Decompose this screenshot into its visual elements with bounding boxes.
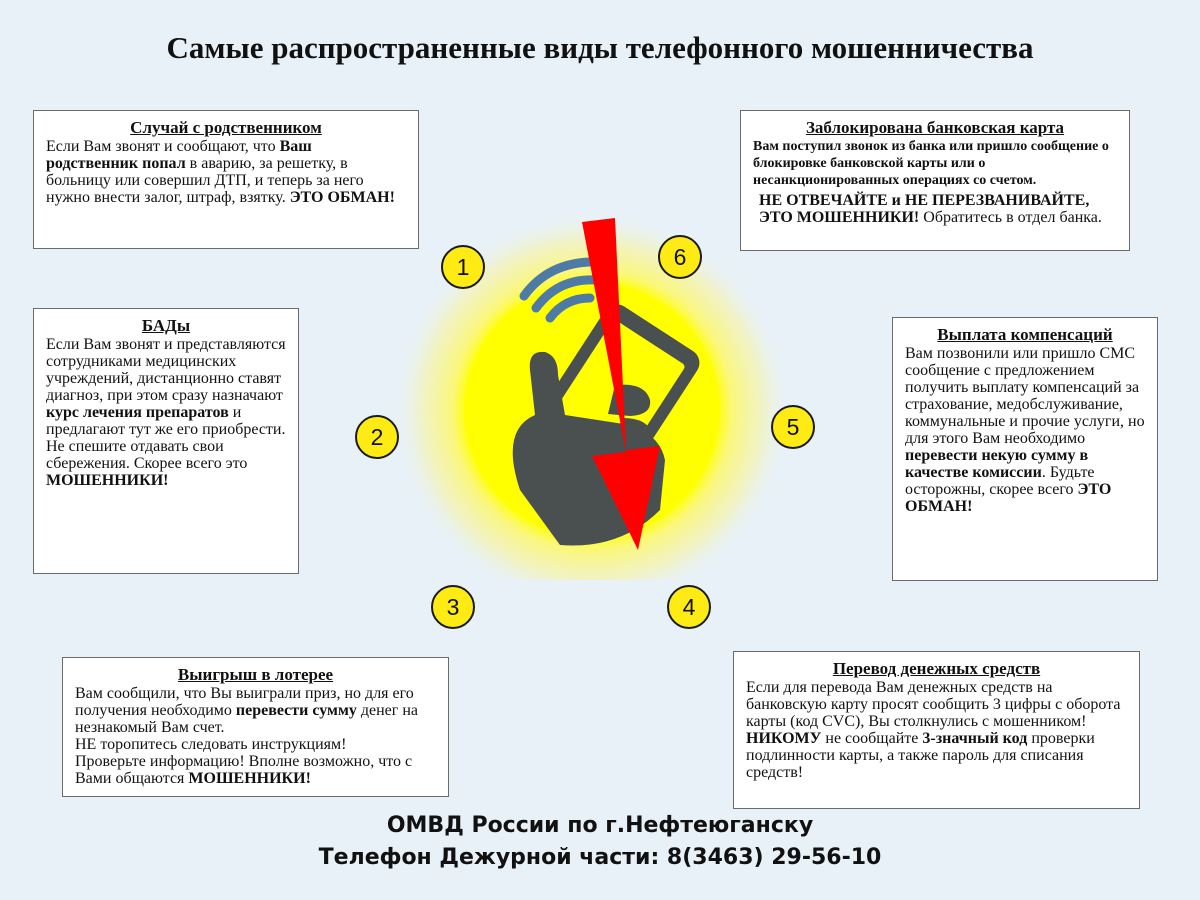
card-supplements: [33, 308, 299, 574]
footer-phone: Телефон Дежурной части: 8(3463) 29-56-10: [318, 845, 882, 870]
card-money-transfer: [733, 651, 1140, 809]
card-heading: Выигрыш в лотерее: [177, 665, 334, 684]
number-badge-6: 6: [658, 235, 702, 279]
card-lottery: [62, 657, 449, 797]
card-relative: [33, 110, 419, 249]
phone-illustration: [360, 210, 820, 580]
card-heading: Заблокирована банковская карта: [805, 118, 1065, 137]
card-heading: Случай с родственником: [130, 118, 322, 137]
card-heading: БАДы: [141, 316, 191, 335]
card-compensation: [892, 317, 1158, 581]
page-title: Самые распространенные виды телефонного мошенничества: [166, 30, 1034, 65]
number-badge-2: 2: [355, 415, 399, 459]
number-badge-1: 1: [441, 245, 485, 289]
card-text: Если Вам звонят и сообщают, что Ваш родственник попал в аварию, за решетку, в больницу или совершил ДТП, и теперь за него нужно внести залог, штраф, взятку. ЭТО ОБМАН!: [46, 138, 395, 206]
card-heading: Перевод денежных средств: [832, 659, 1041, 678]
footer-department: ОМВД России по г.Нефтеюганску: [386, 813, 814, 838]
card-text: Если Вам звонят и представляются сотрудниками медицинских учреждений, дистанционно ставят диагноз, при этом сразу назначают курс лечения препаратов и предлагают тут же его приобрести. Не спешите отдавать свои сбережения. Скорее всего это МОШЕННИКИ!: [46, 336, 286, 489]
number-badge-3: 3: [431, 585, 475, 629]
card-text: Вам поступил звонок из банка или пришло сообщение о блокировке банковской карты или о несанкционированных операциях со счетом.: [753, 139, 1109, 188]
card-text: Вам сообщили, что Вы выиграли приз, но для его получения необходимо перевести сумму денег на незнакомый Вам счет. НЕ торопитесь следовать инструкциям! Проверьте информацию! Вполне возможно, что с Вами общаются МОШЕННИКИ!: [75, 685, 418, 787]
card-text: Вам позвонили или пришло СМС сообщение с предложением получить выплату компенсаций за страхование, медобслуживание, коммунальные и прочие услуги, но для этого Вам необходимо перевести некую сумму в качестве комиссии. Будьте осторожны, скорее всего ЭТО ОБМАН!: [905, 345, 1145, 515]
card-blocked-bank-card: [740, 110, 1130, 251]
card-text: Если для перевода Вам денежных средств на банковскую карту просят сообщить 3 цифры с оборота карты (код CVC), Вы столкнулись с мошенником! НИКОМУ не сообщайте 3-значный код проверки подлинности карты, а также пароль для списания средств!: [746, 679, 1121, 781]
number-badge-4: 4: [667, 585, 711, 629]
card-warning: НЕ ОТВЕЧАЙТЕ и НЕ ПЕРЕЗВАНИВАЙТЕ, ЭТО МОШЕННИКИ! Обратитесь в отдел банка.: [759, 192, 1102, 226]
number-badge-5: 5: [771, 405, 815, 449]
card-heading: Выплата компенсаций: [937, 325, 1113, 344]
